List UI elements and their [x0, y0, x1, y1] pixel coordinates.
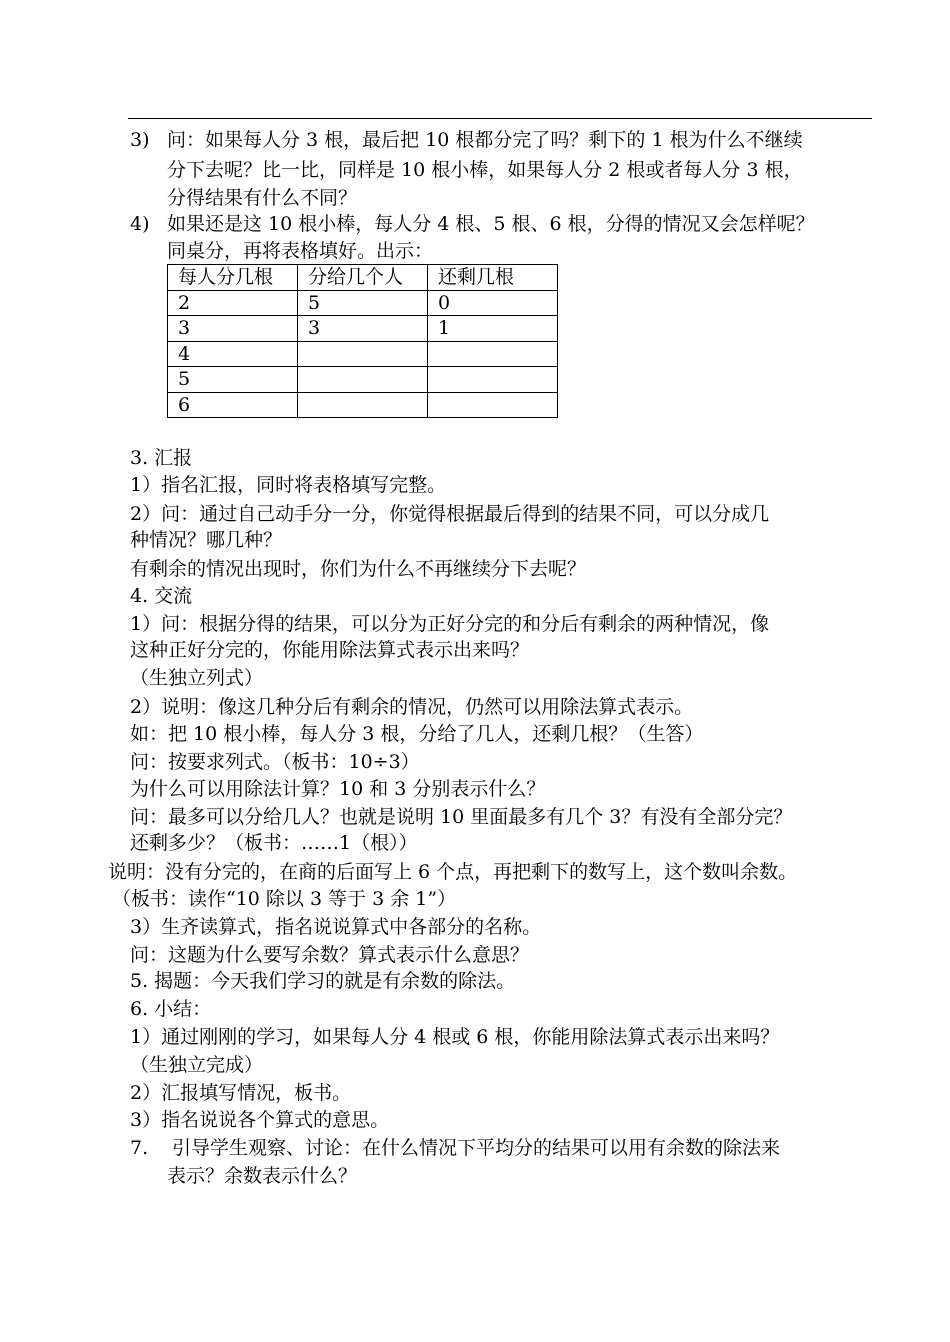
table-header-cell: 每人分几根 — [168, 265, 298, 291]
text-line: 问：最多可以分给几人？也就是说明 10 里面最多有几个 3？有没有全部分完？ — [130, 806, 793, 828]
table-row — [168, 392, 558, 418]
text-line: 还剩多少？（板书：……1（根）） — [130, 832, 418, 854]
text-line: 1）问：根据分得的结果，可以分为正好分完的和分后有剩余的两种情况，像 — [130, 613, 770, 635]
text-line: 表示？余数表示什么？ — [167, 1165, 358, 1187]
table-cell: 6 — [168, 392, 298, 418]
text-line: 同桌分，再将表格填好。出示： — [167, 240, 434, 262]
text-line: 3）指名说说各个算式的意思。 — [130, 1109, 390, 1131]
table-cell: 0 — [428, 290, 558, 316]
text-line: 1）指名汇报，同时将表格填写完整。 — [130, 474, 447, 496]
text-line: 1）通过刚刚的学习，如果每人分 4 根或 6 根，你能用除法算式表示出来吗？ — [130, 1026, 780, 1048]
text-line: 如果还是这 10 根小棒，每人分 4 根、5 根、6 根，分得的情况又会怎样呢？ — [167, 213, 815, 235]
text-line: 引导学生观察、讨论：在什么情况下平均分的结果可以用有余数的除法来 — [172, 1137, 781, 1159]
table-cell — [428, 392, 558, 418]
text-line: 如：把 10 根小棒，每人分 3 根，分给了几人，还剩几根？（生答） — [130, 723, 704, 745]
item-number: 4) — [130, 213, 150, 235]
table-cell: 5 — [298, 290, 428, 316]
table-cell: 2 — [168, 290, 298, 316]
text-line: （生独立列式） — [130, 667, 264, 689]
item-number: 7. — [130, 1137, 149, 1159]
text-line: 2）说明：像这几种分后有剩余的情况，仍然可以用除法算式表示。 — [130, 696, 694, 718]
text-line: 3）生齐读算式，指名说说算式中各部分的名称。 — [130, 916, 542, 938]
text-line: 问：如果每人分 3 根，最后把 10 根都分完了吗？剩下的 1 根为什么不继续 — [167, 129, 803, 151]
text-line: （板书：读作“10 除以 3 等于 3 余 1”） — [112, 888, 457, 910]
table-header-cell: 还剩几根 — [428, 265, 558, 291]
table-row — [168, 316, 558, 342]
table-row — [168, 290, 558, 316]
item-number: 3) — [130, 129, 150, 151]
table-cell — [298, 367, 428, 393]
text-line: 为什么可以用除法计算？10 和 3 分别表示什么？ — [130, 778, 546, 800]
data-table — [167, 264, 558, 418]
text-line: 有剩余的情况出现时，你们为什么不再继续分下去呢？ — [130, 558, 587, 580]
text-line: 种情况？哪几种？ — [130, 529, 283, 551]
section-heading: 3. 汇报 — [130, 447, 193, 469]
table-cell — [428, 341, 558, 367]
table-header-cell: 分给几个人 — [298, 265, 428, 291]
header-rule — [128, 118, 872, 119]
table-row — [168, 367, 558, 393]
table-cell: 3 — [298, 316, 428, 342]
section-heading: 5. 揭题：今天我们学习的就是有余数的除法。 — [130, 970, 516, 992]
table-header-row — [168, 265, 558, 291]
table-cell: 4 — [168, 341, 298, 367]
text-line: 问：按要求列式。（板书：10÷3） — [130, 751, 420, 773]
text-line: 分下去呢？比一比，同样是 10 根小棒，如果每人分 2 根或者每人分 3 根， — [167, 159, 803, 181]
section-heading: 6. 小结： — [130, 998, 212, 1020]
text-line: 问：这题为什么要写余数？算式表示什么意思？ — [130, 944, 530, 966]
text-line: 2）汇报填写情况，板书。 — [130, 1082, 352, 1104]
text-line: 2）问：通过自己动手分一分，你觉得根据最后得到的结果不同，可以分成几 — [130, 503, 770, 525]
text-line: 分得结果有什么不同？ — [167, 187, 358, 209]
table-cell — [298, 392, 428, 418]
text-line: （生独立完成） — [130, 1054, 264, 1076]
text-line: 说明：没有分完的，在商的后面写上 6 个点，再把剩下的数写上，这个数叫余数。 — [108, 861, 798, 883]
table-cell — [298, 341, 428, 367]
text-line: 这种正好分完的，你能用除法算式表示出来吗？ — [130, 639, 530, 661]
table-cell — [428, 367, 558, 393]
table-cell: 1 — [428, 316, 558, 342]
table-cell: 3 — [168, 316, 298, 342]
table-row — [168, 341, 558, 367]
section-heading: 4. 交流 — [130, 585, 193, 607]
table-cell: 5 — [168, 367, 298, 393]
